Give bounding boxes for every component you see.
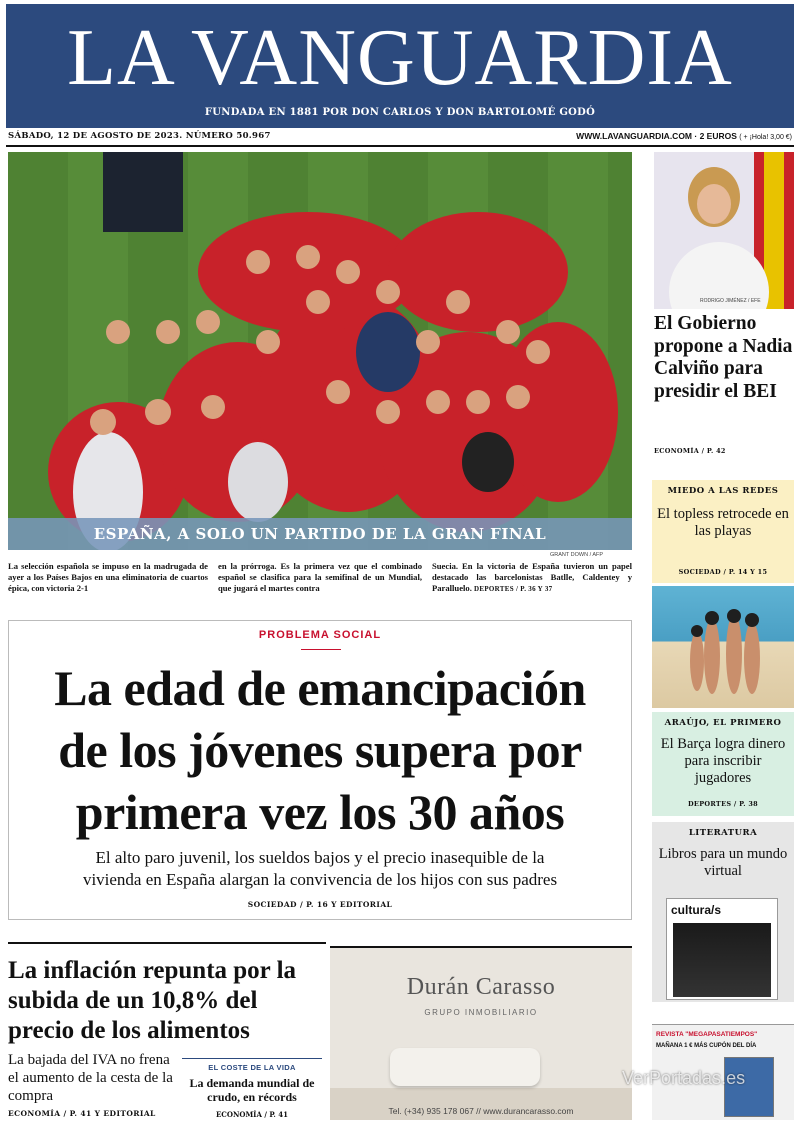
header-rule: [6, 145, 794, 147]
price: 2 EUROS: [699, 131, 737, 141]
website-link[interactable]: WWW.LAVANGUARDIA.COM: [576, 131, 693, 141]
price-line: WWW.LAVANGUARDIA.COM · 2 EUROS ( + ¡Hola! 3,00 €): [576, 131, 792, 141]
ad-contact: Tel. (+34) 935 178 067 // www.durancarasso.com: [388, 1106, 574, 1116]
founded-line: FUNDADA EN 1881 POR DON CARLOS Y DON BARTOLOMÉ GODÓ: [204, 107, 596, 118]
cultura-cover-image: [673, 923, 771, 997]
calvino-photo[interactable]: [654, 152, 794, 309]
sofa-icon: [390, 1048, 540, 1086]
kicker-rule: [301, 649, 341, 650]
lead-text-col2: en la prórroga. Es la primera vez que el combinado español se clasifica para la semifinal de un Mundial, que jugará el martes contra: [218, 561, 422, 593]
ad-brand: Durán Carasso: [406, 974, 556, 1000]
lead-text-col1: La selección española se impuso en la madrugada de ayer a los Países Bajos en una eliminatoria de cuartos épica, con victoria 2-1: [8, 561, 208, 593]
dateline: SÁBADO, 12 DE AGOSTO DE 2023. NÚMERO 50.967: [8, 131, 271, 141]
inflation-rule: [8, 942, 326, 944]
lead-photo[interactable]: [8, 152, 632, 550]
main-story[interactable]: [8, 620, 632, 920]
deck-line: El alto paro juvenil, los sueldos bajos y el precio inasequible de la: [95, 848, 545, 867]
revista-offer: MAÑANA 1 € MÁS CUPÓN DEL DÍA: [656, 1043, 757, 1049]
lead-text-col3: [432, 561, 632, 595]
redes-box[interactable]: [652, 480, 794, 583]
photo-credit: GRANT DOWN / AFP: [550, 552, 604, 558]
inflation-ref: ECONOMÍA / P. 41 Y EDITORIAL: [8, 1109, 156, 1118]
beach-photo[interactable]: [652, 586, 794, 708]
literatura-box[interactable]: [652, 822, 794, 1002]
redes-text: El topless retrocede en las playas: [657, 506, 789, 539]
advertisement[interactable]: [330, 946, 632, 1118]
watermark: VerPortadas.es: [622, 1068, 746, 1088]
lead-caption: ESPAÑA, A SOLO UN PARTIDO DE LA GRAN FINAL: [8, 518, 632, 550]
main-headline[interactable]: [9, 657, 631, 843]
cultura-title: cultura/s: [671, 903, 722, 917]
portrait-illustration: [654, 152, 794, 309]
headline-line: primera vez los 30 años: [75, 784, 565, 840]
literatura-text: Libros para un mundo virtual: [658, 846, 788, 879]
inflation-headline[interactable]: La inflación repunta por la subida de un 10,8% del precio de los alimentos: [8, 957, 297, 1044]
main-kicker: PROBLEMA SOCIAL: [258, 629, 382, 641]
calvino-ref: ECONOMÍA / P. 42: [654, 447, 726, 455]
team-photo-illustration: [8, 152, 632, 550]
main-ref: SOCIEDAD / P. 16 Y EDITORIAL: [247, 900, 393, 909]
araujo-ref: DEPORTES / P. 38: [688, 800, 758, 808]
redes-ref: SOCIEDAD / P. 14 Y 15: [678, 568, 768, 576]
deck-line: vivienda en España alargan la convivencia de los hijos con sus padres: [82, 870, 558, 889]
masthead: [6, 4, 794, 128]
side-photo-credit: RODRIGO JIMÉNEZ / EFE: [700, 298, 761, 304]
ad-subtitle: GRUPO INMOBILIARIO: [424, 1008, 538, 1017]
headline-line: de los jóvenes supera por: [58, 722, 582, 778]
cultura-supplement[interactable]: [666, 898, 778, 1000]
coste-ref: ECONOMÍA / P. 41: [215, 1110, 289, 1119]
coste-rule: [182, 1058, 322, 1059]
headline-line: La edad de emancipación: [54, 660, 586, 716]
literatura-label: LITERATURA: [688, 828, 758, 838]
lead-ref[interactable]: DEPORTES / P. 36 Y 37: [474, 585, 553, 593]
inflation-deck: La bajada del IVA no frena el aumento de la cesta de la compra: [8, 1052, 173, 1104]
revista-title: REVISTA "MEGAPASATIEMPOS": [656, 1031, 758, 1038]
newspaper-logo: LA VANGUARDIA: [67, 14, 733, 102]
araujo-label: ARAÚJO, EL PRIMERO: [664, 718, 782, 728]
price-note: ( + ¡Hola! 3,00 €): [739, 134, 792, 141]
redes-label: MIEDO A LAS REDES: [667, 486, 779, 496]
calvino-headline[interactable]: El Gobierno propone a Nadia Calviño para presidir el BEI: [654, 313, 793, 402]
coste-label: EL COSTE DE LA VIDA: [208, 1063, 296, 1072]
araujo-text: El Barça logra dinero para inscribir jugadores: [660, 736, 786, 786]
lead-text-col3-body: Suecia. En la victoria de España tuvieron un papel destacado las barcelonistas Batlle, Caldentey y Paralluelo.: [432, 561, 632, 593]
araujo-box[interactable]: [652, 712, 794, 816]
coste-headline[interactable]: La demanda mundial de crudo, en récords: [189, 1076, 315, 1104]
beach-illustration: [652, 586, 794, 708]
main-deck: [19, 847, 621, 891]
